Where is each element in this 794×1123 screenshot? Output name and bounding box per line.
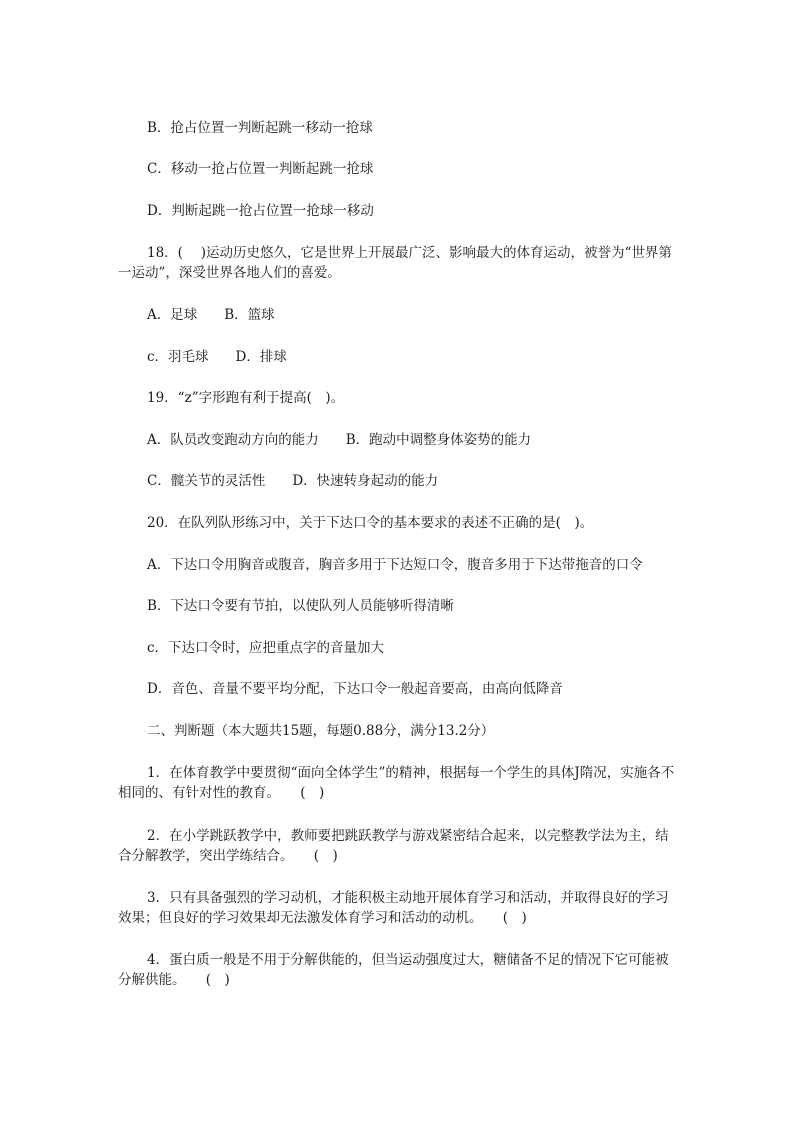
q17-option-b: B．抢占位置一判断起跳一移动一抢球 <box>147 120 373 136</box>
q18-options-ab: A．足球 B．篮球 <box>147 307 275 323</box>
judgment-3: 3．只有具备强烈的学习动机，才能积极主动地开展体育学习和活动，并取得良好的学习效果；但良好的学习效果却无法激发体育学习和活动的动机。 ( ) <box>118 890 669 926</box>
q20-option-d: D．音色、音量不要平均分配，下达口令一般起音要高，由高向低降音 <box>147 681 563 697</box>
judgment-2: 2．在小学跳跃教学中，教师要把跳跃教学与游戏紧密结合起来，以完整教学法为主，结合分解教学，突出学练结合。 ( ) <box>118 828 669 864</box>
q19-options-cd: C．髋关节的灵活性 D．快速转身起动的能力 <box>147 473 439 489</box>
q20-option-c: c．下达口令时，应把重点字的音量加大 <box>147 640 385 656</box>
q20-option-b: B．下达口令要有节拍，以使队列人员能够听得清晰 <box>147 598 454 614</box>
q17-option-d: D．判断起跳一抢占位置一抢球一移动 <box>147 203 374 219</box>
q17-option-c: C．移动一抢占位置一判断起跳一抢球 <box>147 161 374 177</box>
question-18: 18．( )运动历史悠久，它是世界上开展最广泛、影响最大的体育运动，被誉为“世界第一运动”，深受世界各地人们的喜爱。 <box>118 245 672 281</box>
question-20: 20．在队列队形练习中，关于下达口令的基本要求的表述不正确的是( )。 <box>147 515 594 531</box>
judgment-4: 4．蛋白质一般是不用于分解供能的，但当运动强度过大，糖储备不足的情况下它可能被分解供能。 ( ) <box>118 952 669 988</box>
section-heading-true-false: 二、判断题（本大题共15题，每题0.88分，满分13.2分） <box>147 723 495 739</box>
q19-options-ab: A．队员改变跑动方向的能力 B．跑动中调整身体姿势的能力 <box>147 432 532 448</box>
q20-option-a: A．下达口令用胸音或腹音，胸音多用于下达短口令，腹音多用于下达带拖音的口令 <box>147 557 643 573</box>
question-19: 19．“z”字形跑有利于提高( )。 <box>147 390 345 406</box>
q18-options-cd: c．羽毛球 D．排球 <box>147 349 287 365</box>
judgment-1: 1．在体育教学中要贯彻“面向全体学生”的精神，根据每一个学生的具体J隋况，实施各不相同的、有针对性的教育。 ( ) <box>118 765 675 801</box>
